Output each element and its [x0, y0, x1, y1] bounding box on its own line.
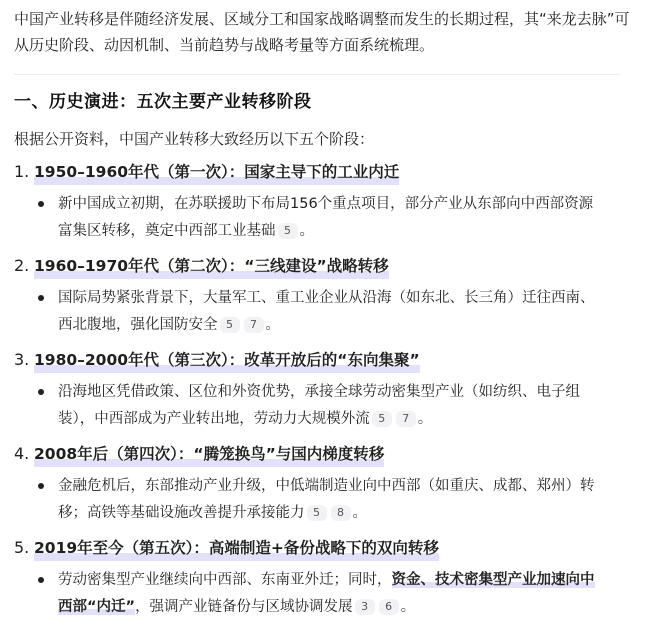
bullet-dot-icon [38, 201, 44, 207]
citation-badge[interactable]: 5 [372, 411, 392, 427]
stage-bullet [14, 191, 634, 245]
bullet-end: 。 [299, 223, 314, 239]
bullet-dot-icon [38, 389, 44, 395]
bullet-end: 。 [417, 411, 433, 427]
citation-badge[interactable]: 7 [396, 411, 416, 427]
stage-bullet [14, 285, 634, 339]
bullet-text-tail: ，强调产业链备份与区域协调发展 [135, 599, 353, 615]
stage-item [14, 159, 634, 245]
stage-number: 4. [14, 444, 30, 463]
bullet-end: 。 [400, 599, 416, 615]
bullet-text: 劳动密集型产业继续向中西部、东南亚外迁；同时， [58, 572, 392, 588]
bullet-text: 国际局势紧张背景下，大量军工、重工业企业从沿海（如东北、长三角）迁往西南、西北腹地，强化国防安全 [58, 290, 595, 333]
stage-bullet [14, 473, 634, 527]
answer-content [14, 0, 634, 621]
stage-number: 2. [14, 256, 30, 275]
bullet-dot-icon [38, 295, 44, 301]
bullet-text: 沿海地区凭借政策、区位和外资优势，承接全球劳动密集型产业（如纺织、电子组装），中西部成为产业转出地，劳动力大规模外流 [58, 384, 580, 427]
stage-number: 1. [14, 162, 30, 181]
section-heading: 一、历史演进：五次主要产业转移阶段 [14, 92, 312, 112]
citation-badge[interactable]: 5 [220, 317, 240, 333]
citation-badge[interactable]: 3 [355, 599, 375, 615]
bullet-dot-icon [38, 577, 44, 583]
bullet-text: 金融危机后，东部推动产业升级，中低端制造业向中西部（如重庆、成都、郑州）转移；高铁等基础设施改善提升承接能力 [58, 478, 595, 521]
stage-item [14, 253, 634, 339]
stage-title: 2019年至今（第五次）：高端制造+备份战略下的双向转移 [34, 535, 439, 561]
bullet-text: 新中国成立初期，在苏联援助下布局156个重点项目，部分产业从东部向中西部资源富集区转移，奠定中西部工业基础 [58, 196, 594, 239]
stage-title: 1950–1960年代（第一次）：国家主导下的工业内迁 [34, 159, 399, 185]
intro-paragraph: 中国产业转移是伴随经济发展、区域分工和国家战略调整而发生的长期过程，其“来龙去脉”可从历史阶段、动因机制、当前趋势与战略考量等方面系统梳理。 [14, 10, 630, 54]
stage-item [14, 347, 634, 433]
citation-badge[interactable]: 5 [307, 505, 327, 521]
divider [14, 74, 620, 75]
stage-title: 1960–1970年代（第二次）：“三线建设”战略转移 [34, 253, 389, 279]
bullet-end: 。 [352, 505, 367, 521]
section-lead: 根据公开资料，中国产业转移大致经历以下五个阶段： [14, 130, 375, 148]
citation-badge[interactable]: 5 [278, 223, 298, 239]
bullet-dot-icon [38, 483, 44, 489]
stage-number: 5. [14, 538, 30, 557]
stage-number: 3. [14, 350, 30, 369]
stage-item [14, 535, 634, 621]
stage-title: 1980–2000年代（第三次）：改革开放后的“东向集聚” [34, 347, 420, 373]
stage-bullet [14, 567, 634, 621]
citation-badge[interactable]: 6 [379, 599, 399, 615]
bullet-highlight: 资金、技术密集型产业加速向中西部“内迁” [58, 572, 595, 615]
stage-bullet [14, 379, 634, 433]
citation-badge[interactable]: 7 [244, 317, 264, 333]
stage-item [14, 441, 634, 527]
citation-badge[interactable]: 8 [331, 505, 351, 521]
stage-list [14, 159, 634, 621]
stage-title: 2008年后（第四次）：“腾笼换鸟”与国内梯度转移 [34, 441, 384, 467]
bullet-end: 。 [265, 317, 280, 333]
